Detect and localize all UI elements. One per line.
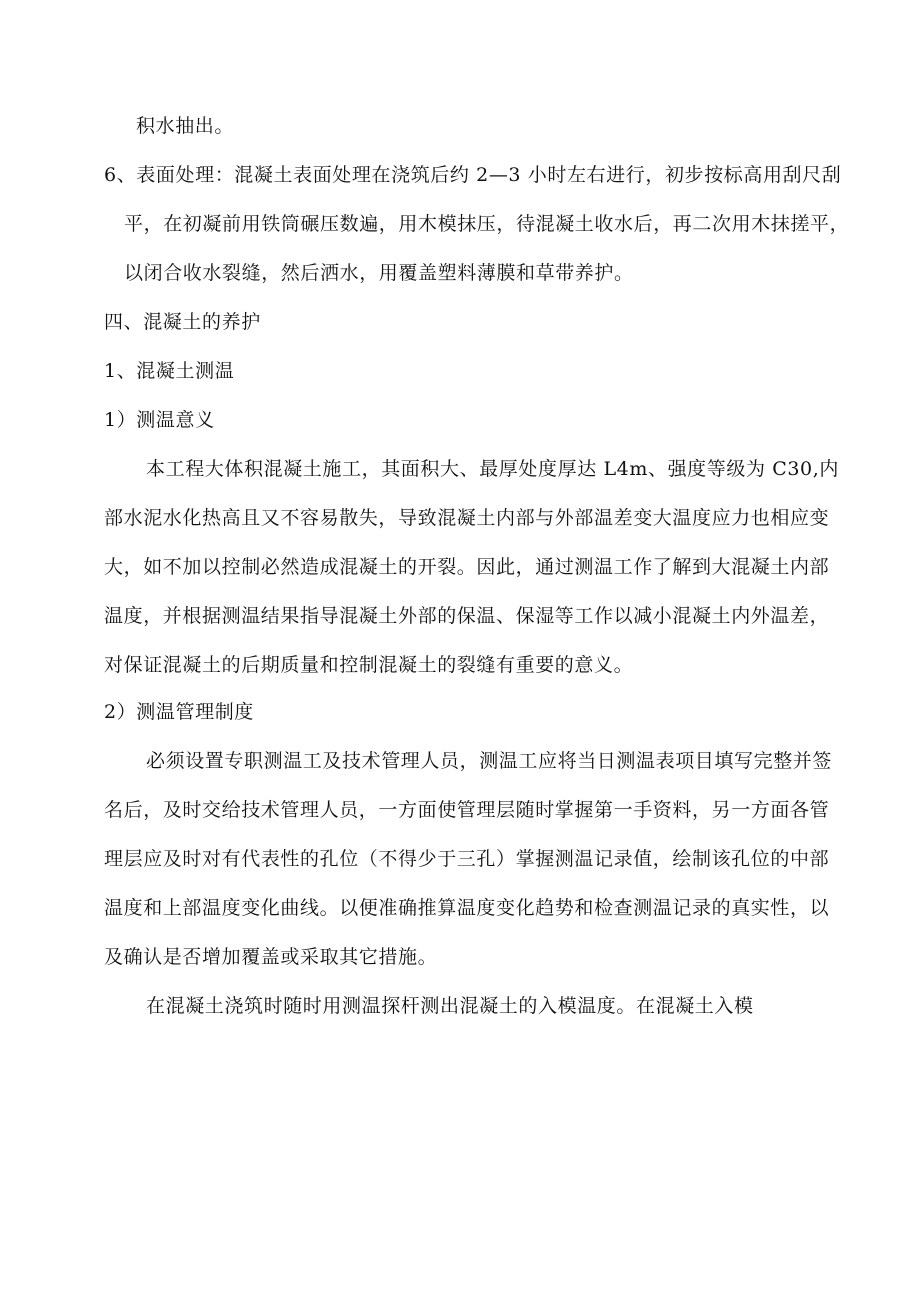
heading-measurement-significance: 1）测温意义 — [104, 409, 215, 431]
paragraph-significance-line-2: 部水泥水化热高且又不容易散失，导致混凝土内部与外部温差变大温度应力也相应变 — [104, 507, 830, 529]
paragraph-significance-line-3: 大，如不加以控制必然造成混凝土的开裂。因此，通过测温工作了解到大混凝土内部 — [104, 556, 830, 578]
paragraph-management-line-4: 温度和上部温度变化曲线。以便准确推算温度变化趋势和检查测温记录的真实性，以 — [104, 897, 830, 919]
paragraph-management-line-5: 及确认是否增加覆盖或采取其它措施。 — [104, 946, 438, 968]
item-6-line-1: 6、表面处理：混凝土表面处理在浇筑后约 2—3 小时左右进行，初步按标高用刮尺刮 — [104, 164, 842, 186]
item-6-line-3: 以闭合收水裂缝，然后洒水，用覆盖塑料薄膜和草带养护。 — [124, 262, 634, 284]
paragraph-continuation: 积水抽出。 — [136, 115, 235, 137]
paragraph-management-line-2: 名后，及时交给技术管理人员，一方面使管理层随时掌握第一手资料，另一方面各管 — [104, 799, 830, 821]
item-6-line-2: 平，在初凝前用铁筒碾压数遍，用木模抹压，待混凝土收水后，再二次用木抹搓平， — [124, 213, 850, 235]
paragraph-management-line-3: 理层应及时对有代表性的孔位（不得少于三孔）掌握测温记录值，绘制该孔位的中部 — [104, 848, 830, 870]
heading-section-four: 四、混凝土的养护 — [104, 311, 261, 333]
paragraph-significance-line-4: 温度，并根据测温结果指导混凝土外部的保温、保湿等工作以减小混凝土内外温差， — [104, 605, 830, 627]
paragraph-significance-line-1: 本工程大体积混凝土施工，其面积大、最厚处度厚达 L4m、强度等级为 C30,内 — [146, 458, 839, 480]
heading-management-system: 2）测温管理制度 — [104, 701, 254, 723]
heading-temperature-measurement: 1、混凝土测温 — [104, 360, 235, 382]
paragraph-pour-temperature: 在混凝土浇筑时随时用测温探杆测出混凝土的入模温度。在混凝土入模 — [146, 995, 754, 1017]
paragraph-significance-line-5: 对保证混凝土的后期质量和控制混凝土的裂缝有重要的意义。 — [104, 654, 634, 676]
paragraph-management-line-1: 必须设置专职测温工及技术管理人员，测温工应将当日测温表项目填写完整并签 — [146, 750, 833, 772]
